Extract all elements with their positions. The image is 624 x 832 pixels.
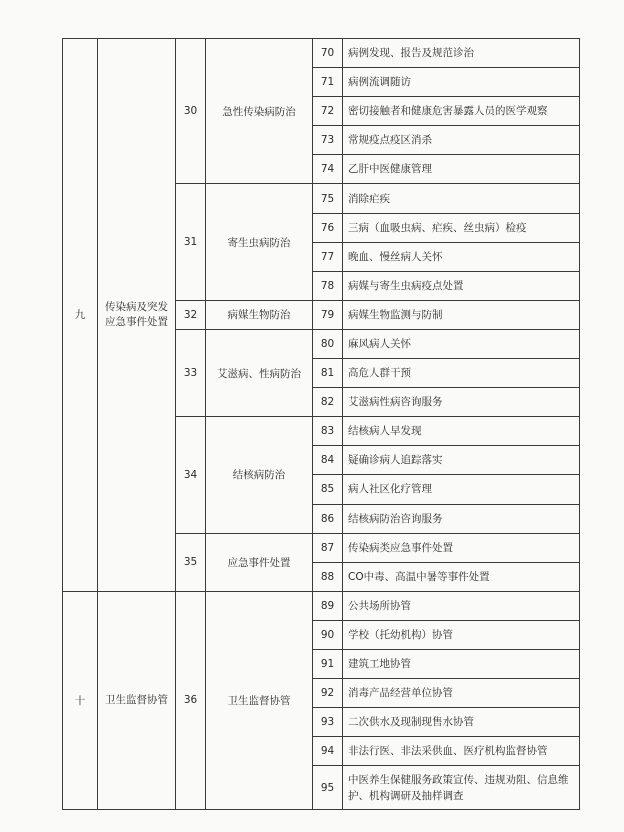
item-description: 艾滋病性病咨询服务 bbox=[343, 388, 580, 417]
item-number: 80 bbox=[313, 329, 343, 358]
category-name: 传染病及突发应急事件处置 bbox=[98, 39, 176, 592]
item-number: 79 bbox=[313, 300, 343, 329]
item-number: 84 bbox=[313, 446, 343, 475]
item-description: 高危人群干预 bbox=[343, 359, 580, 388]
item-description: 三病（血吸虫病、疟疾、丝虫病）检疫 bbox=[343, 213, 580, 242]
item-description: 麻风病人关怀 bbox=[343, 329, 580, 358]
item-number: 78 bbox=[313, 271, 343, 300]
subcategory-number: 30 bbox=[176, 39, 206, 184]
item-number: 89 bbox=[313, 591, 343, 620]
subcategory-name: 寄生虫病防治 bbox=[206, 184, 313, 300]
item-number: 90 bbox=[313, 620, 343, 649]
item-description: 结核病防治咨询服务 bbox=[343, 504, 580, 533]
item-description: 传染病类应急事件处置 bbox=[343, 533, 580, 562]
subcategory-number: 31 bbox=[176, 184, 206, 300]
subcategory-name: 急性传染病防治 bbox=[206, 39, 313, 184]
item-number: 86 bbox=[313, 504, 343, 533]
item-number: 91 bbox=[313, 649, 343, 678]
item-description: 消毒产品经营单位协管 bbox=[343, 679, 580, 708]
subcategory-number: 34 bbox=[176, 417, 206, 533]
item-description: 结核病人早发现 bbox=[343, 417, 580, 446]
item-number: 83 bbox=[313, 417, 343, 446]
category-number: 九 bbox=[63, 39, 98, 592]
subcategory-number: 33 bbox=[176, 329, 206, 416]
category-number: 十 bbox=[63, 591, 98, 809]
table-body bbox=[63, 39, 580, 810]
item-description: 常规疫点疫区消杀 bbox=[343, 126, 580, 155]
item-number: 81 bbox=[313, 359, 343, 388]
item-number: 74 bbox=[313, 155, 343, 184]
item-description: 建筑工地协管 bbox=[343, 649, 580, 678]
item-description: 病人社区化疗管理 bbox=[343, 475, 580, 504]
item-number: 72 bbox=[313, 97, 343, 126]
item-number: 70 bbox=[313, 39, 343, 68]
item-number: 82 bbox=[313, 388, 343, 417]
item-description: 病媒与寄生虫病疫点处置 bbox=[343, 271, 580, 300]
subcategory-number: 32 bbox=[176, 300, 206, 329]
item-number: 87 bbox=[313, 533, 343, 562]
item-number: 95 bbox=[313, 766, 343, 810]
item-description: 非法行医、非法采供血、医疗机构监督协管 bbox=[343, 737, 580, 766]
item-description: 疑确诊病人追踪落实 bbox=[343, 446, 580, 475]
item-description: 乙肝中医健康管理 bbox=[343, 155, 580, 184]
item-description: 病例发现、报告及规范诊治 bbox=[343, 39, 580, 68]
service-items-table bbox=[62, 38, 580, 810]
item-description: 病媒生物监测与防制 bbox=[343, 300, 580, 329]
item-description: 密切接触者和健康危害暴露人员的医学观察 bbox=[343, 97, 580, 126]
item-description: 二次供水及现制现售水协管 bbox=[343, 708, 580, 737]
item-number: 88 bbox=[313, 562, 343, 591]
item-description: 消除疟疾 bbox=[343, 184, 580, 213]
table-row bbox=[63, 39, 580, 68]
item-number: 93 bbox=[313, 708, 343, 737]
item-number: 92 bbox=[313, 679, 343, 708]
subcategory-name: 应急事件处置 bbox=[206, 533, 313, 591]
subcategory-name: 卫生监督协管 bbox=[206, 591, 313, 809]
item-description: 病例流调随访 bbox=[343, 68, 580, 97]
item-number: 71 bbox=[313, 68, 343, 97]
item-description: 中医养生保健服务政策宣传、违规劝阻、信息维护、机构调研及抽样调查 bbox=[343, 766, 580, 810]
item-number: 77 bbox=[313, 242, 343, 271]
table-row bbox=[63, 591, 580, 620]
category-name: 卫生监督协管 bbox=[98, 591, 176, 809]
subcategory-number: 35 bbox=[176, 533, 206, 591]
item-number: 75 bbox=[313, 184, 343, 213]
subcategory-number: 36 bbox=[176, 591, 206, 809]
item-description: 公共场所协管 bbox=[343, 591, 580, 620]
item-number: 94 bbox=[313, 737, 343, 766]
subcategory-name: 艾滋病、性病防治 bbox=[206, 329, 313, 416]
item-description: CO中毒、高温中暑等事件处置 bbox=[343, 562, 580, 591]
item-description: 晚血、慢丝病人关怀 bbox=[343, 242, 580, 271]
item-description: 学校（托幼机构）协管 bbox=[343, 620, 580, 649]
item-number: 73 bbox=[313, 126, 343, 155]
item-number: 85 bbox=[313, 475, 343, 504]
subcategory-name: 结核病防治 bbox=[206, 417, 313, 533]
item-number: 76 bbox=[313, 213, 343, 242]
subcategory-name: 病媒生物防治 bbox=[206, 300, 313, 329]
